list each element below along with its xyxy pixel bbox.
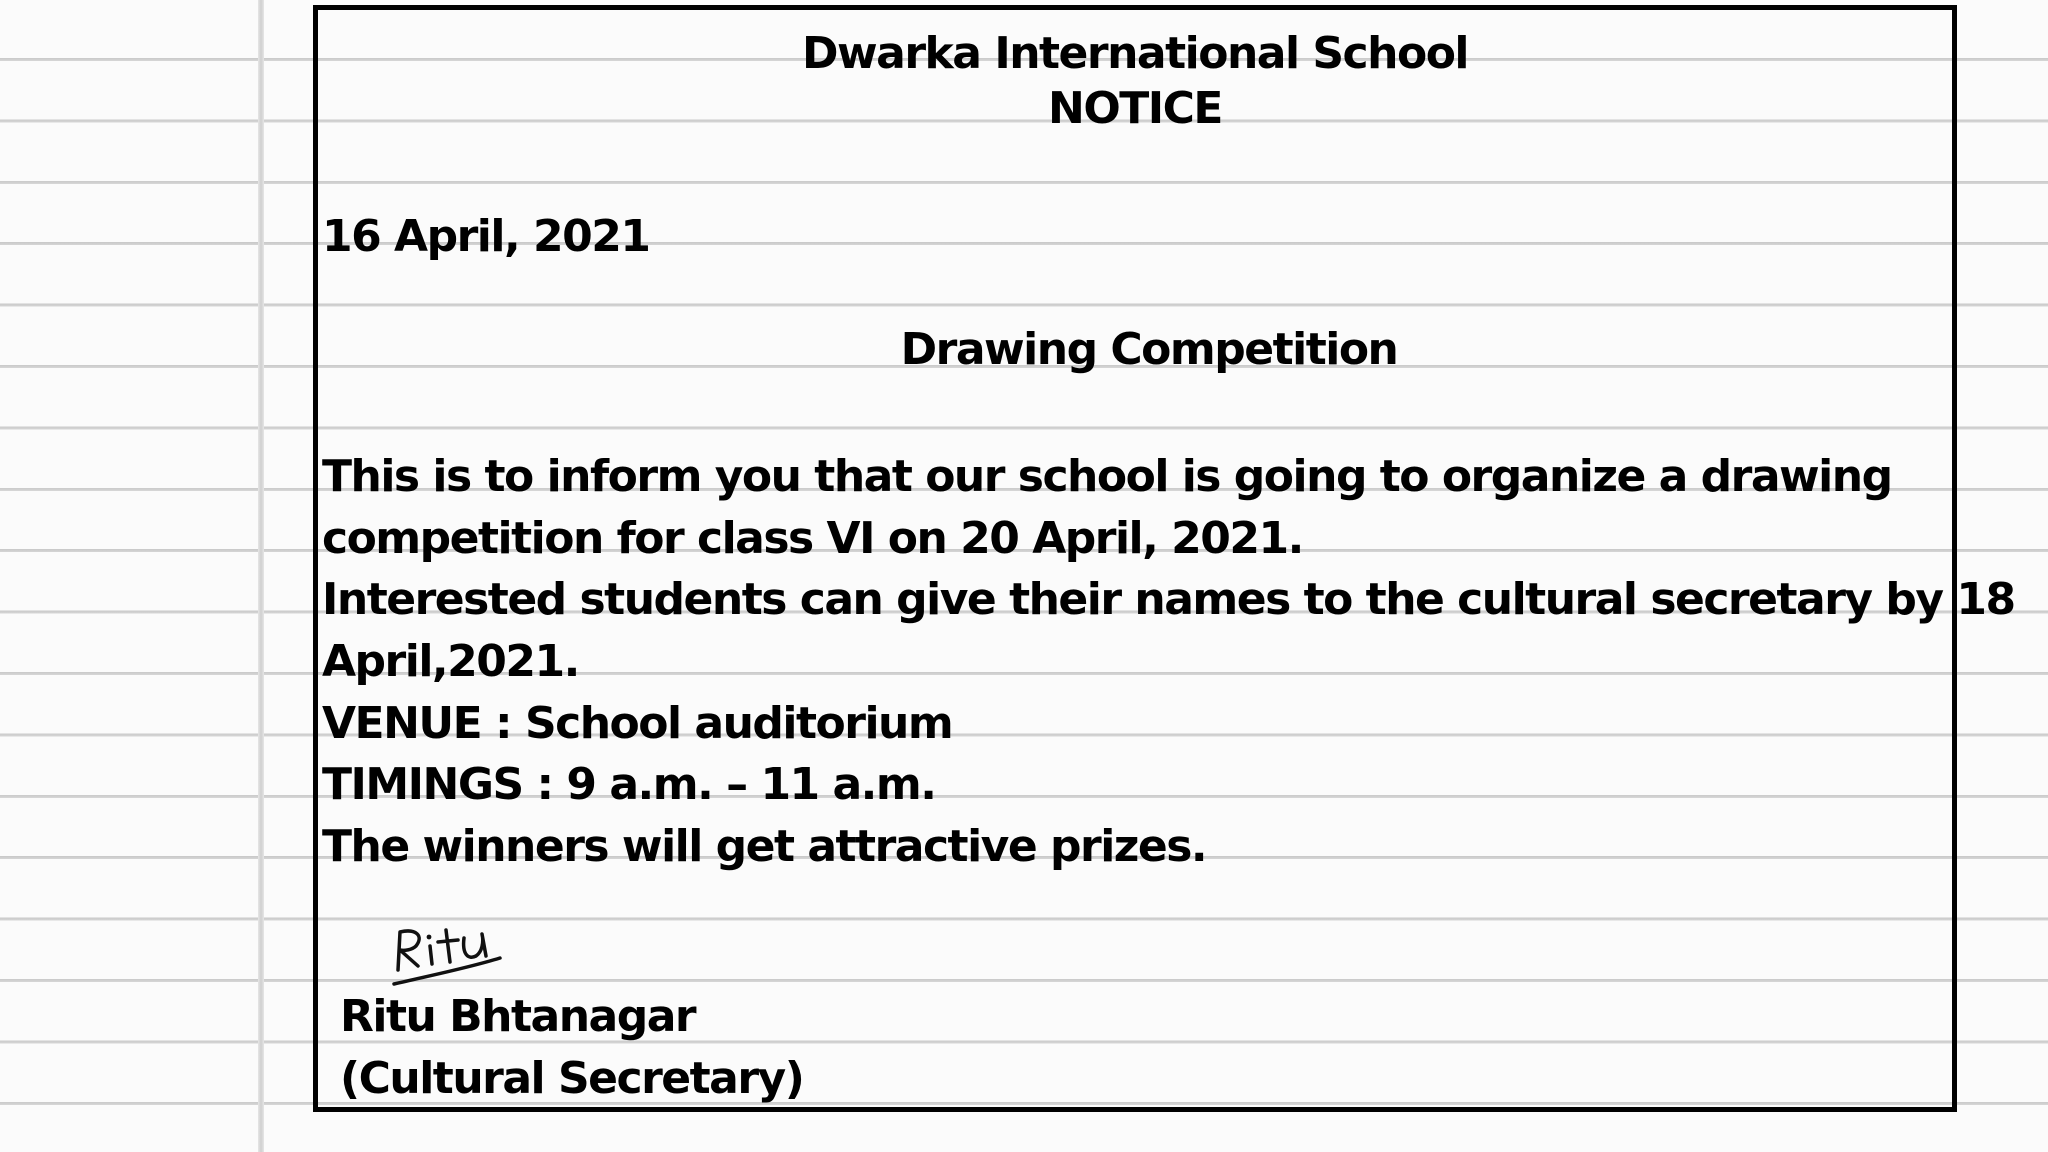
notice-title: Drawing Competition [900,324,1398,375]
body-line: Interested students can give their names to the cultural secretary by 18 [322,574,2015,625]
venue-line: VENUE : School auditorium [322,698,953,749]
body-line: This is to inform you that our school is going to organize a drawing [322,451,1892,502]
signatory-designation: (Cultural Secretary) [340,1053,804,1104]
body-line: The winners will get attractive prizes. [322,821,1207,872]
notebook-margin-line [258,0,264,1152]
notice-heading: NOTICE [1048,83,1222,134]
signatory-name: Ritu Bhtanagar [340,991,696,1042]
body-line: April,2021. [322,636,579,687]
notice-date: 16 April, 2021 [322,211,650,262]
body-line: competition for class VI on 20 April, 2021. [322,513,1303,564]
school-name: Dwarka International School [801,28,1468,79]
handwritten-signature [388,910,518,990]
notice-box [313,5,2015,1112]
timings-line: TIMINGS : 9 a.m. – 11 a.m. [322,759,936,810]
